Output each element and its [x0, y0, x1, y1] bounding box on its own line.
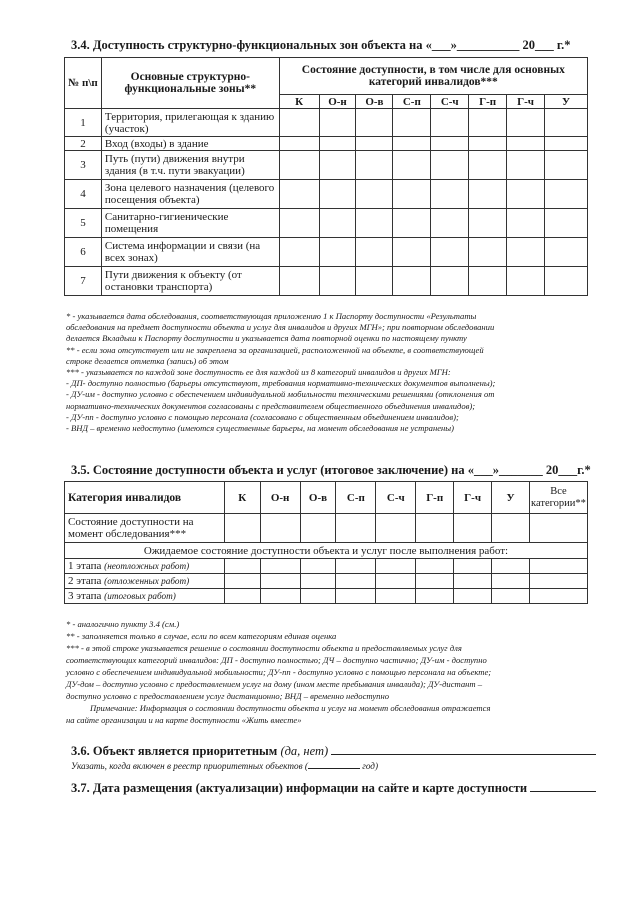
row-num: 5 — [65, 209, 102, 238]
cat-o-n: О-н — [319, 95, 356, 109]
note-line: *** - в этой строке указывается решение о состоянии доступности объекта и предоставляемых услуг для — [66, 643, 462, 653]
cat-u: У — [545, 95, 588, 109]
row-zone: Вход (входы) в здание — [101, 137, 279, 151]
section-37-line — [71, 781, 596, 796]
row-num: 3 — [65, 151, 102, 180]
row-zone: Санитарно-гигиенические помещения — [101, 209, 279, 238]
publication-date-line[interactable] — [530, 781, 596, 792]
note-line: * - аналогично пункту 3.4 (см.) — [66, 619, 180, 629]
cat-g-ch: Г-ч — [454, 482, 492, 514]
table-row — [65, 267, 588, 296]
cat-k: К — [224, 482, 260, 514]
zones-table — [64, 57, 588, 296]
note-line: строке делается отметка (запись) об этом — [66, 355, 229, 366]
cat-s-ch: С-ч — [431, 95, 469, 109]
section-36-sub-end: год) — [362, 761, 378, 771]
num-header: № п\п — [65, 58, 102, 109]
note-line: - ДУ-пп - доступно условно с помощью персонала (согласовано с общественным объединением инвалидов); — [66, 411, 459, 422]
stage-label: 3 этапа — [68, 590, 102, 602]
section-34-notes — [66, 311, 495, 434]
cat-o-v: О-в — [356, 95, 393, 109]
note-line: - ВНД – временно недоступно (имеются существенные барьеры, на момент обследования не устранены) — [66, 423, 454, 434]
cat-header: Категория инвалидов — [65, 482, 225, 514]
section-37-title: 3.7. Дата размещения (актуализации) информации на сайте и карте доступности — [71, 781, 528, 795]
row-zone: Зона целевого назначения (целевого посещения объекта) — [101, 180, 279, 209]
cat-g-p: Г-п — [469, 95, 507, 109]
section-36-sub-line — [71, 760, 378, 772]
expected-header: Ожидаемое состояние доступности объекта и услуг после выполнения работ: — [65, 543, 588, 559]
table-row — [65, 589, 588, 604]
table-row — [65, 137, 588, 151]
cat-k: К — [279, 95, 319, 109]
stage-label: 1 этапа — [68, 560, 102, 572]
section-36-title: 3.6. Объект является приоритетным — [71, 744, 278, 758]
priority-answer-line[interactable] — [331, 744, 596, 755]
row-zone: Система информации и связи (на всех зонах) — [101, 238, 279, 267]
note-line: на сайте организации и на карте доступности «Жить вместе» — [66, 715, 302, 725]
cat-s-p: С-п — [336, 482, 376, 514]
stage-label: 2 этапа — [68, 575, 102, 587]
row-num: 6 — [65, 238, 102, 267]
cat-u: У — [492, 482, 530, 514]
note-line: *** - указывается по каждой зоне доступность ее для каждой из 8 категорий инвалидов и других МГН: — [66, 367, 451, 378]
row-num: 7 — [65, 267, 102, 296]
table-row — [65, 209, 588, 238]
row-num: 2 — [65, 137, 102, 151]
note-line: ** - если зона отсутствует или не закреплена за организацией, расположенной на объекте, в соответствующей — [66, 344, 484, 355]
section-35-title: 3.5. Состояние доступности объекта и услуг (итоговое заключение) на «___»_______ 20___г.* — [71, 463, 591, 477]
table-row — [65, 180, 588, 209]
row-zone: Пути движения к объекту (от остановки транспорта) — [101, 267, 279, 296]
section-36-sub: Указать, когда включен в реестр приоритетных объектов ( — [71, 761, 308, 771]
note-line: - ДУ-им - доступно условно с обеспечением индивидуальной мобильности техническими решениями (отклонения от — [66, 389, 495, 400]
note-line: делается Вкладыш к Паспорту доступности и указывается дата повторной оценки по настоящему пункту — [66, 333, 467, 344]
row-zone: Территория, прилегающая к зданию (участок) — [101, 109, 279, 137]
note-line: * - указывается дата обследования, соответствующая приложению 1 к Паспорту доступности «Результаты — [66, 311, 477, 321]
cat-g-p: Г-п — [416, 482, 454, 514]
table-row — [65, 109, 588, 137]
section-34-title: 3.4. Доступность структурно-функциональных зон объекта на «___»__________ 20___ г.* — [71, 38, 571, 52]
cat-g-ch: Г-ч — [507, 95, 545, 109]
note-line: ** - заполняется только в случае, если по всем категориям единая оценка — [66, 631, 337, 641]
section-36-line — [71, 744, 596, 759]
note-line: доступно условно с предоставлением услуг дистанционно; ВНД – временно недоступно — [66, 691, 390, 701]
zones-header: Основные структурно-функциональные зоны** — [101, 58, 279, 109]
note-line: Примечание: Информация о состоянии доступности объекта и услуг на момент обследования отражается — [90, 703, 491, 713]
cat-s-ch: С-ч — [376, 482, 416, 514]
section-35-notes — [66, 618, 491, 726]
stage-note: (неотложных работ) — [104, 561, 190, 571]
table-row — [65, 151, 588, 180]
note-line: соответствующих категорий инвалидов: ДП - доступно полностью; ДЧ – доступно частично; ДУ-им - доступно — [66, 655, 487, 665]
status-header: Состояние доступности, в том числе для основных категорий инвалидов*** — [279, 58, 587, 95]
cat-o-v: О-в — [300, 482, 336, 514]
table-row — [65, 238, 588, 267]
status-row-label: Состояние доступности на момент обследования*** — [65, 514, 225, 543]
row-num: 1 — [65, 109, 102, 137]
summary-table — [64, 481, 588, 604]
stage-note: (итоговых работ) — [104, 591, 176, 601]
note-line: условно с обеспечением индивидуальной мобильности; ДУ-пп - доступно условно с помощью персонала на объекте; — [66, 667, 492, 677]
table-row — [65, 559, 588, 574]
row-zone: Путь (пути) движения внутри здания (в т.ч. пути эвакуации) — [101, 151, 279, 180]
cat-o-n: О-н — [260, 482, 300, 514]
cat-s-p: С-п — [393, 95, 431, 109]
stage-note: (отложенных работ) — [104, 576, 190, 586]
note-line: обследования на предмет доступности объекта и услуг для инвалидов и других МГН»; при повторном обследовании — [66, 322, 495, 333]
all-categories: Все категории** — [529, 482, 587, 514]
row-num: 4 — [65, 180, 102, 209]
note-line: - ДП- доступно полностью (барьеры отсутствуют, требования нормативно-технических документов выполнены); — [66, 378, 496, 389]
section-36-hint: (да, нет) — [280, 744, 329, 758]
note-line: нормативно-технических документов согласованы с представителем общественного объединения инвалидов); — [66, 400, 476, 411]
note-line: ДУ-дом – доступно условно с предоставлением услуг на дому (ином месте пребывания инвалида); ДУ-дистант – — [66, 679, 483, 689]
registry-year-line[interactable] — [308, 760, 360, 769]
table-row — [65, 574, 588, 589]
